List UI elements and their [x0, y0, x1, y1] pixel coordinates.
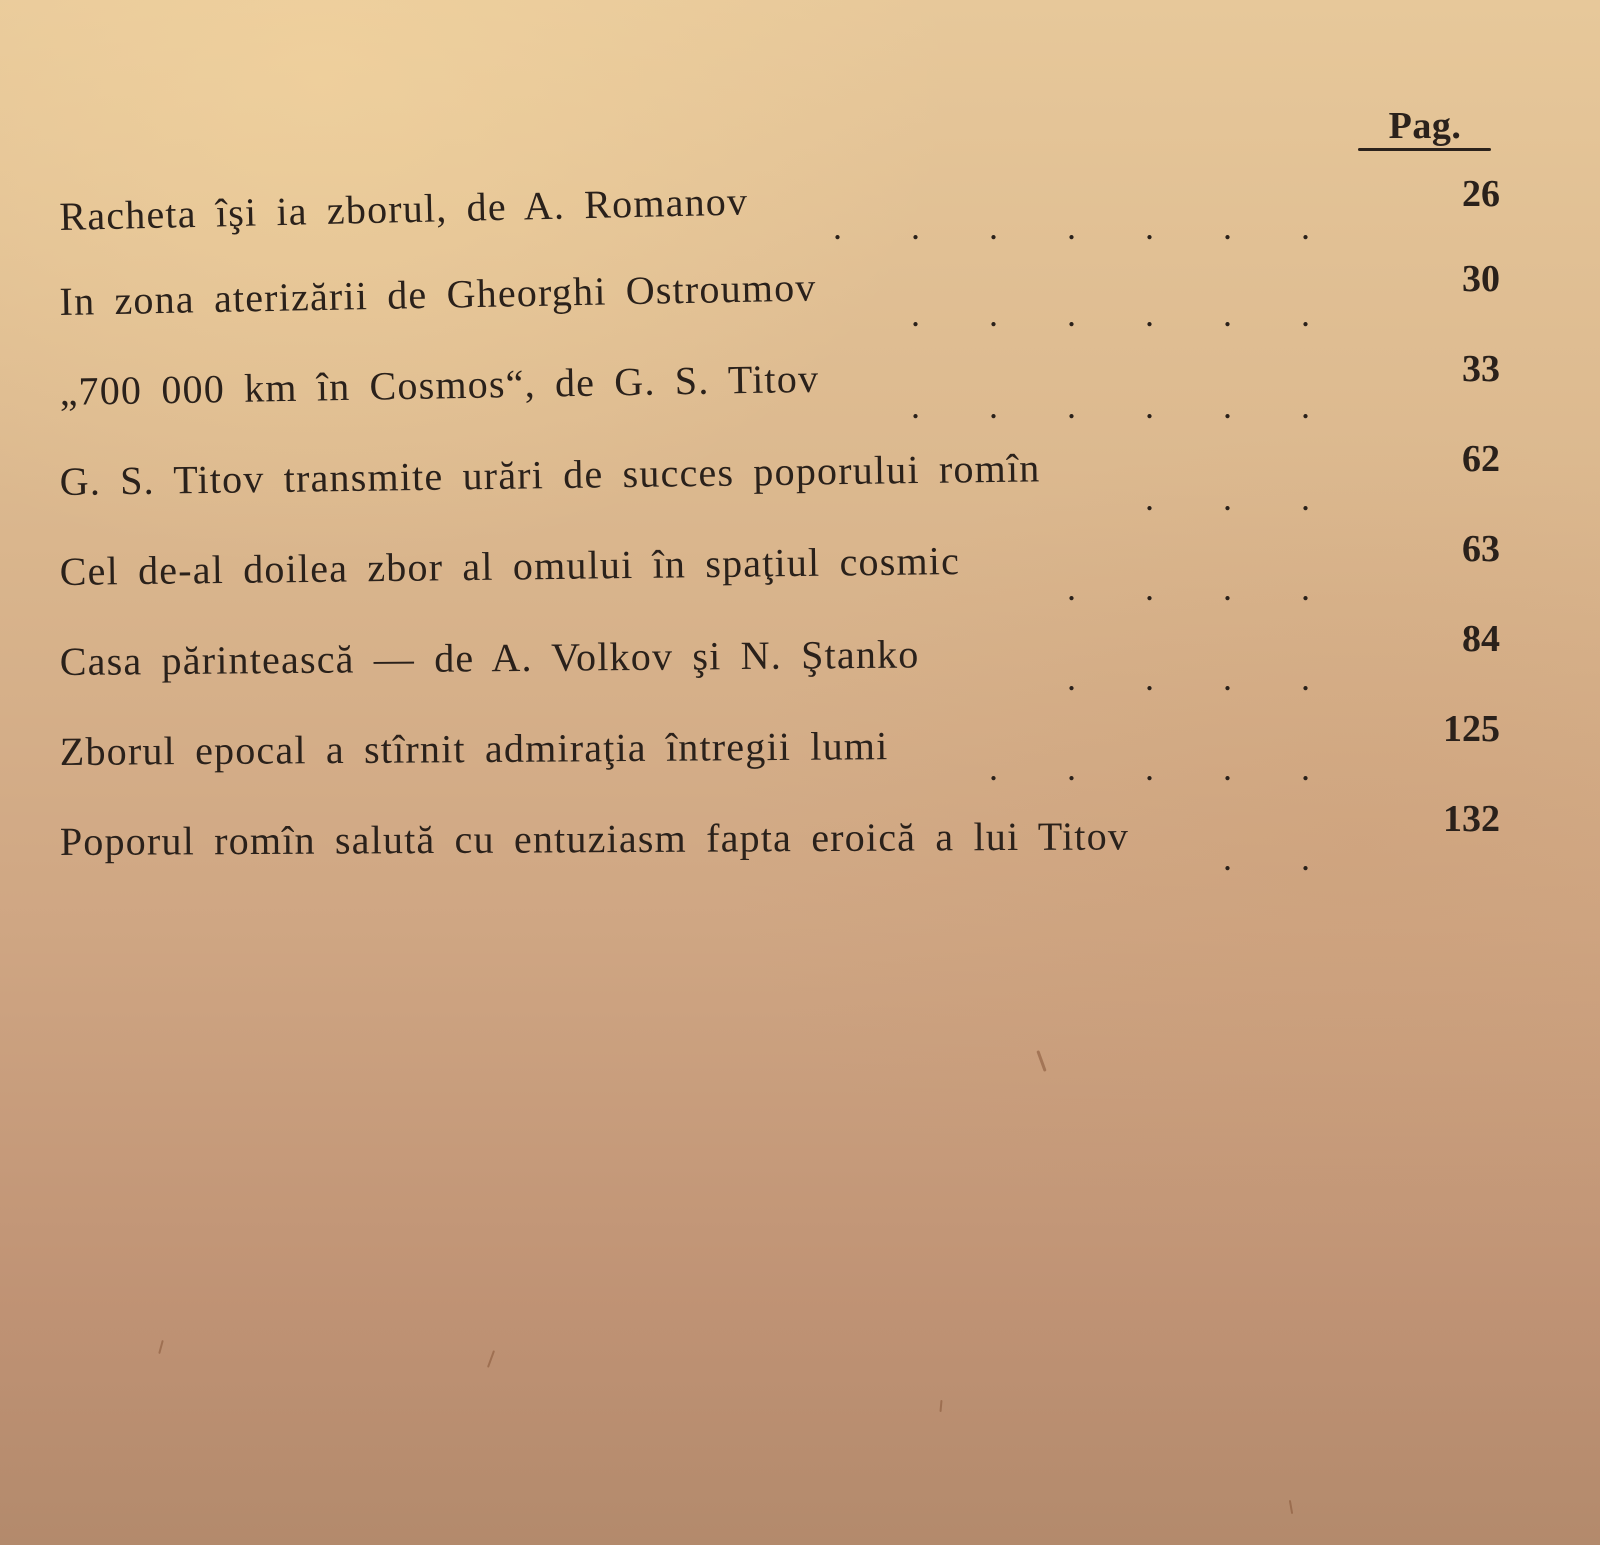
dot-leader: . . . . . .: [911, 294, 1340, 334]
paper-fiber: [487, 1350, 495, 1368]
toc-entry: [59, 528, 1500, 608]
toc-entry-page: 62: [1462, 438, 1500, 480]
toc-entry: [59, 348, 1500, 426]
dot-leader: . . . . .: [989, 748, 1340, 788]
paper-fiber: [939, 1400, 942, 1412]
toc-entry: [59, 708, 1500, 788]
page-column-header: Pag.: [1388, 105, 1462, 147]
dot-leader: . . . .: [1067, 568, 1340, 608]
toc-entry: [59, 618, 1500, 698]
toc-entry-title: Poporul romîn salută cu entuziasm fapta eroică a lui Titov: [59, 813, 1130, 864]
toc-entry-title: In zona aterizării de Gheorghi Ostroumov: [59, 264, 817, 325]
paper-fiber: [1289, 1500, 1293, 1514]
dot-leader: . . . . . . .: [833, 207, 1340, 247]
toc-entry-title: G. S. Titov transmite urări de succes poporului romîn: [59, 445, 1041, 505]
toc-entry-page: 63: [1462, 528, 1500, 570]
toc-entry-page: 84: [1462, 618, 1500, 660]
dot-leader: . .: [1223, 838, 1340, 878]
toc-entry-title: Zborul epocal a stîrnit admiraţia întregii lumi: [59, 723, 889, 774]
toc-entry-page: 33: [1462, 348, 1500, 390]
toc-entry-title: Casa părintească — de A. Volkov şi N. Ştanko: [59, 631, 920, 685]
toc-entry-page: 125: [1443, 708, 1500, 750]
toc-entry: [58, 173, 1500, 250]
toc-entry: [59, 438, 1500, 518]
dot-leader: . . . .: [1067, 658, 1340, 698]
header-underline: [1358, 148, 1491, 151]
toc-entry-title: „700 000 km în Cosmos“, de G. S. Titov: [59, 355, 820, 415]
dot-leader: . . .: [1145, 478, 1340, 518]
toc-entry-page: 132: [1443, 798, 1500, 840]
toc-entry: [59, 798, 1500, 878]
paper-fiber: [158, 1340, 164, 1354]
toc-entry: [59, 258, 1500, 335]
paper-fiber: [1036, 1050, 1046, 1072]
toc-entry-page: 30: [1462, 258, 1500, 300]
toc-entry-title: Cel de-al doilea zbor al omului în spaţiul cosmic: [59, 538, 961, 595]
toc-entry-title: Racheta îşi ia zborul, de A. Romanov: [58, 178, 749, 240]
dot-leader: . . . . . .: [911, 386, 1340, 426]
toc-entry-page: 26: [1462, 173, 1500, 215]
